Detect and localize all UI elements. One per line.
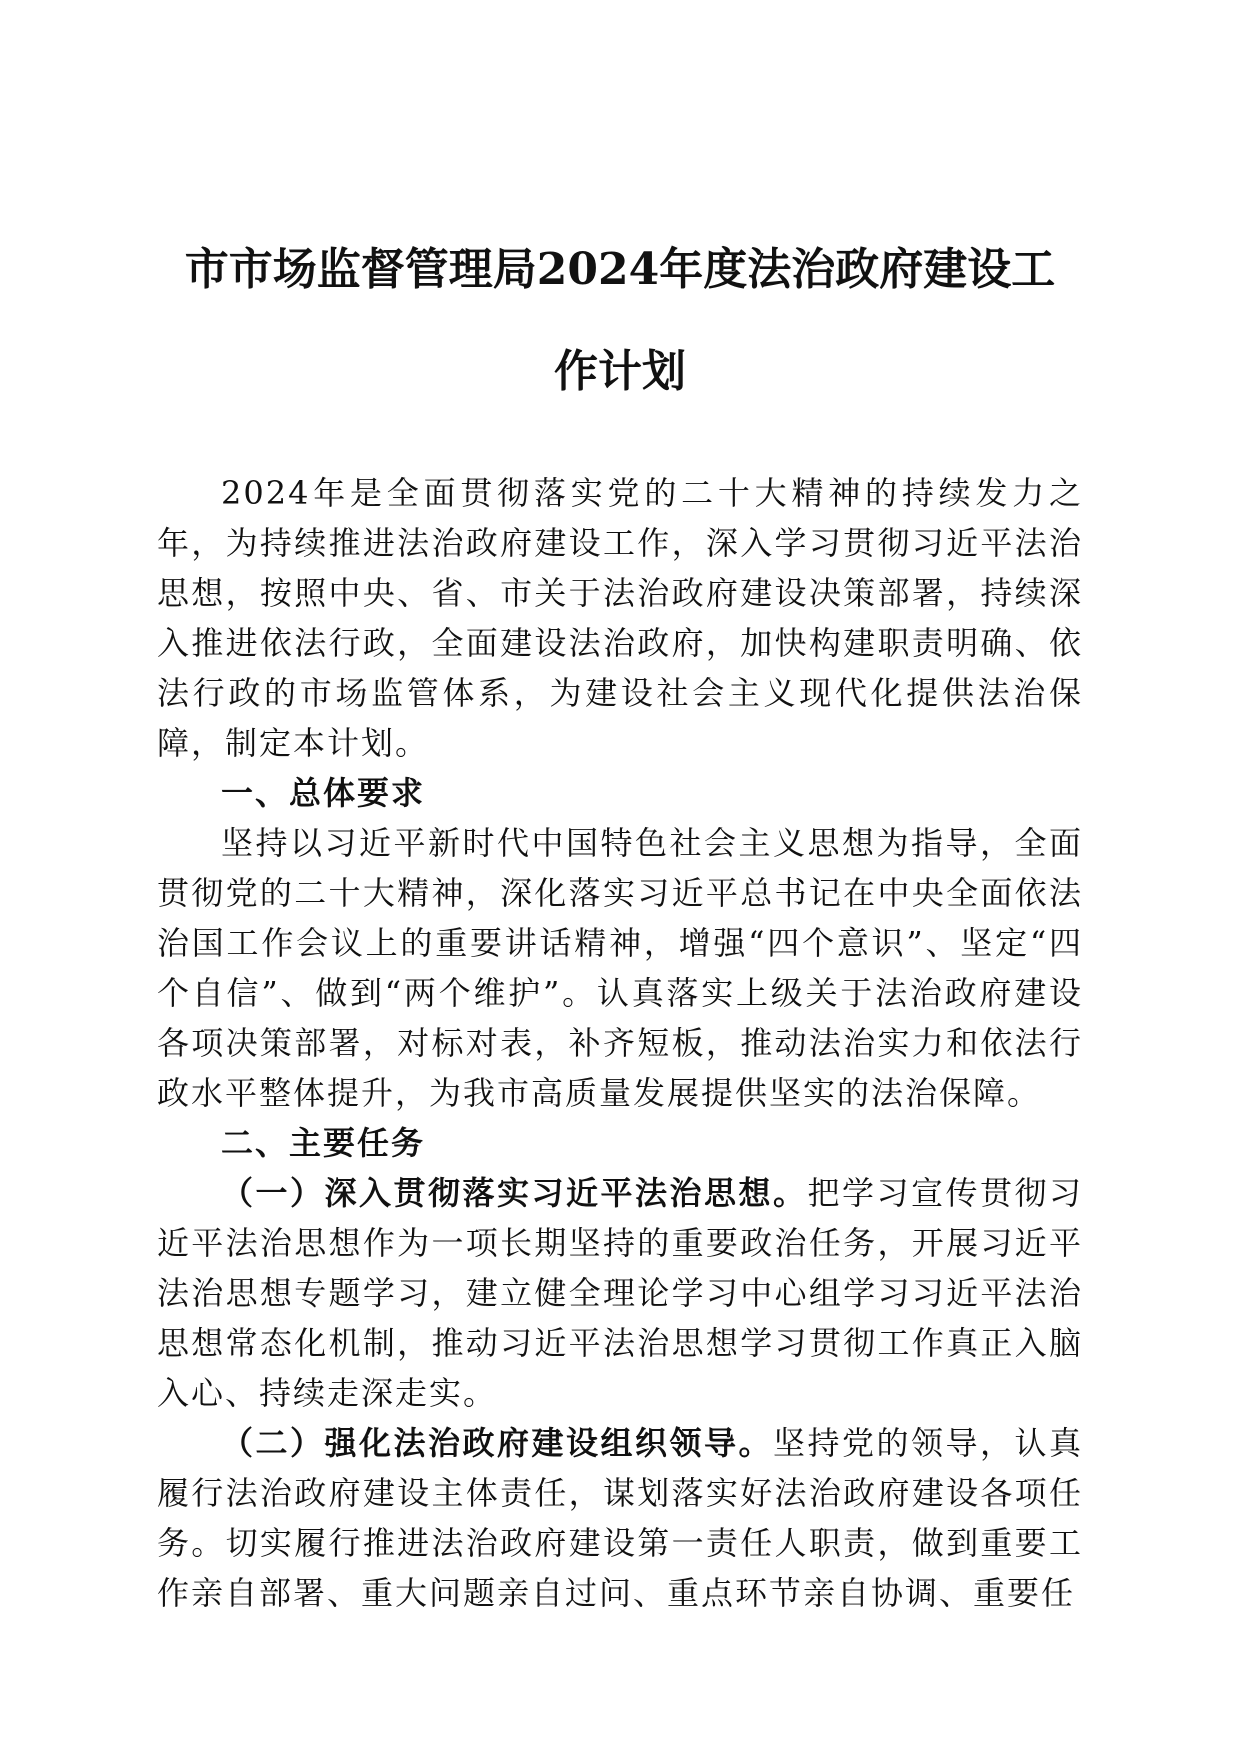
intro-paragraph: 2024年是全面贯彻落实党的二十大精神的持续发力之年，为持续推进法治政府建设工作，深入学习贯彻习近平法治思想，按照中央、省、市关于法治政府建设决策部署，持续深入推进依法行政，全面建设法治政府，加快构建职责明确、依法行政的市场监管体系，为建设社会主义现代化提供法治保障，制定本计划。 bbox=[157, 474, 1083, 762]
document-title-line-1: 市市场监督管理局2024年度法治政府建设工 bbox=[184, 244, 1056, 295]
task-2-paragraph bbox=[157, 1418, 1083, 1618]
task-2-heading: （二）强化法治政府建设组织领导。 bbox=[221, 1424, 773, 1462]
section-2-heading: 二、主要任务 bbox=[221, 1124, 426, 1162]
document-title-line-2: 作计划 bbox=[554, 346, 686, 397]
section-1-paragraph: 坚持以习近平新时代中国特色社会主义思想为指导，全面贯彻党的二十大精神，深化落实习近平总书记在中央全面依法治国工作会议上的重要讲话精神，增强“四个意识”、坚定“四个自信”、做到“两个维护”。认真落实上级关于法治政府建设各项决策部署，对标对表，补齐短板，推动法治实力和依法行政水平整体提升，为我市高质量发展提供坚实的法治保障。 bbox=[157, 824, 1083, 1112]
task-1-heading: （一）深入贯彻落实习近平法治思想。 bbox=[221, 1174, 808, 1212]
section-1-heading: 一、总体要求 bbox=[221, 774, 426, 812]
task-1-paragraph bbox=[157, 1168, 1083, 1418]
task-1-text: 把学习宣传贯彻习近平法治思想作为一项长期坚持的重要政治任务，开展习近平法治思想专题学习，建立健全理论学习中心组学习习近平法治思想常态化机制，推动习近平法治思想学习贯彻工作真正入脑入心、持续走深走实。 bbox=[157, 1174, 1083, 1412]
task-2-text: 坚持党的领导，认真履行法治政府建设主体责任，谋划落实好法治政府建设各项任务。切实履行推进法治政府建设第一责任人职责，做到重要工作亲自部署、重大问题亲自过问、重点环节亲自协调、重要任 bbox=[157, 1424, 1083, 1612]
document-body bbox=[157, 468, 1083, 1618]
